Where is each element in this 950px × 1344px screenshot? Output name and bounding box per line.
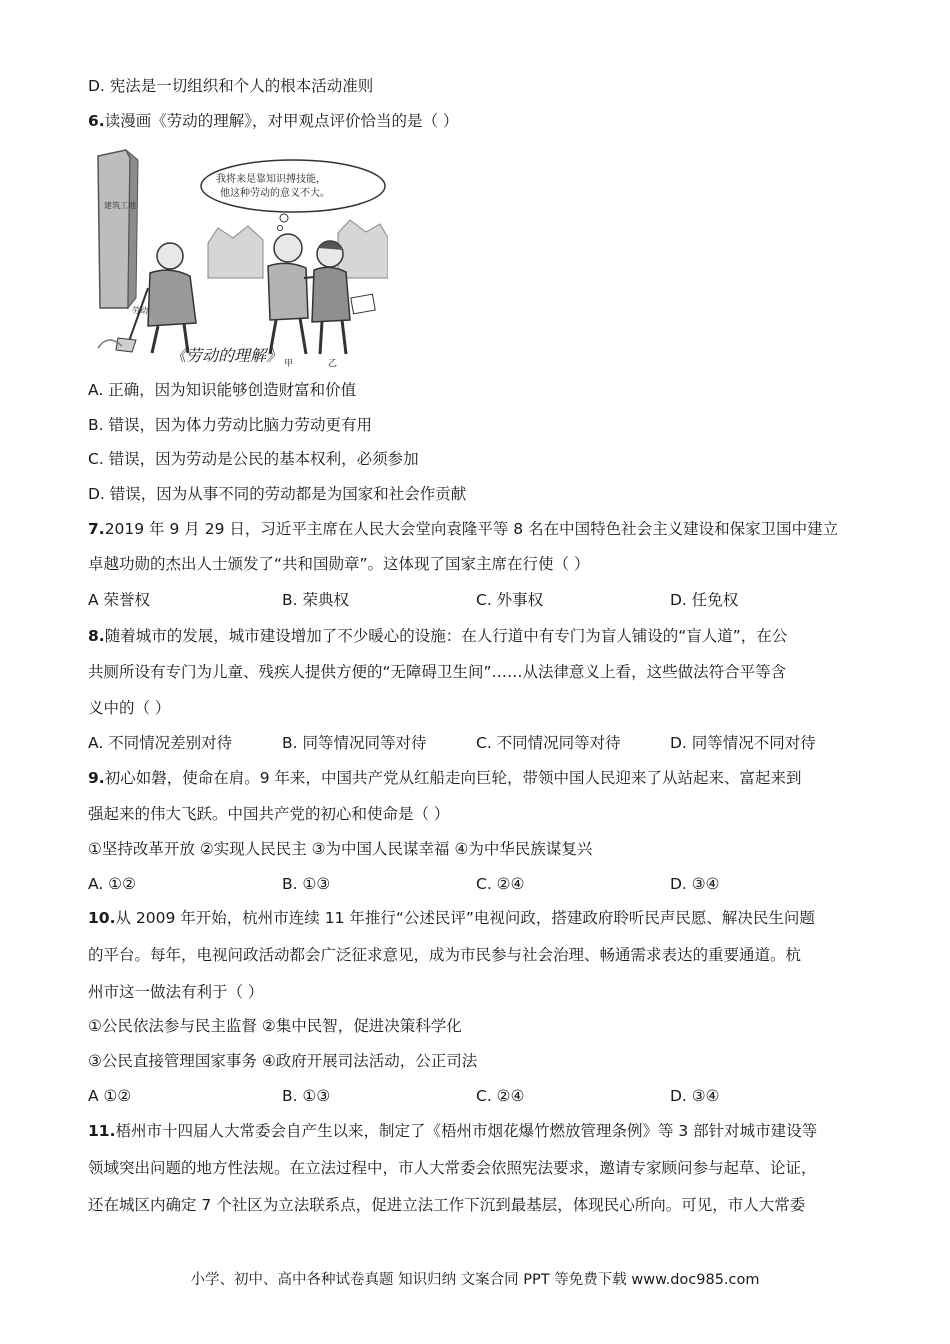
q8-line-2: 共厕所设有专门为儿童、残疾人提供方便的“无障碍卫生间”……从法律意义上看，这些做法符合平等含 — [88, 663, 787, 681]
q8-line-3: 义中的（ ） — [88, 699, 171, 717]
q7-option-b: B. 荣典权 — [282, 591, 349, 609]
label-yi: 乙 — [328, 359, 338, 369]
q6-option-d: D. 错误，因为从事不同的劳动都是为国家和社会作贡献 — [88, 485, 467, 503]
q10-option-d: D. ③④ — [670, 1087, 720, 1105]
q11-line-1 — [88, 1121, 817, 1141]
tool-label: 劳动 — [132, 306, 148, 315]
q9-line-1-text: 初心如磐，使命在肩。9 年来，中国共产党从红船走向巨轮，带领中国人民迎来了从站起来、富起来到 — [104, 769, 802, 787]
q5-option-d: D. 宪法是一切组织和个人的根本活动准则 — [88, 77, 374, 95]
q6-option-a: A. 正确，因为知识能够创造财富和价值 — [88, 381, 357, 399]
q11-line-3: 还在城区内确定 7 个社区为立法联系点，促进立法工作下沉到最基层，体现民心所向。可见，市人大常委 — [88, 1196, 806, 1214]
q8-option-a: A. 不同情况差别对待 — [88, 734, 233, 752]
q7-line-1 — [88, 519, 838, 539]
q7-line-1-text: 2019 年 9 月 29 日，习近平主席在人民大会堂向袁隆平等 8 名在中国特色社会主义建设和保家卫国中建立 — [104, 520, 839, 538]
q10-line-2: 的平台。每年，电视问政活动都会广泛征求意见，成为市民参与社会治理、畅通需求表达的重要通道。杭 — [88, 946, 802, 964]
q10-items-1: ①公民依法参与民主监督 ②集中民智，促进决策科学化 — [88, 1017, 462, 1035]
q9-line-1 — [88, 768, 801, 788]
q8-option-d: D. 同等情况不同对待 — [670, 734, 816, 752]
q6-option-b: B. 错误，因为体力劳动比脑力劳动更有用 — [88, 416, 372, 434]
q9-option-c: C. ②④ — [476, 875, 525, 893]
q10-items-2: ③公民直接管理国家事务 ④政府开展司法活动，公正司法 — [88, 1052, 478, 1070]
q10-option-c: C. ②④ — [476, 1087, 525, 1105]
speech-line-2: 他这种劳动的意义不大。 — [220, 188, 330, 199]
q9-option-d: D. ③④ — [670, 875, 720, 893]
q8-line-1 — [88, 626, 787, 646]
q11-number: 11. — [88, 1122, 116, 1140]
label-jia: 甲 — [284, 359, 294, 369]
labor-cartoon-image — [88, 148, 388, 370]
q10-number: 10. — [88, 909, 116, 927]
q11-line-1-text: 梧州市十四届人大常委会自产生以来，制定了《梧州市烟花爆竹燃放管理条例》等 3 部针对城市建设等 — [115, 1122, 818, 1140]
q9-line-2: 强起来的伟大飞跃。中国共产党的初心和使命是（ ） — [88, 805, 450, 823]
q6-stem-text: 读漫画《劳动的理解》，对甲观点评价恰当的是（ ） — [104, 112, 459, 130]
q7-option-c: C. 外事权 — [476, 591, 544, 609]
q7-option-a: A 荣誉权 — [88, 591, 151, 609]
q8-option-c: C. 不同情况同等对待 — [476, 734, 621, 752]
q11-line-2: 领域突出问题的地方性法规。在立法过程中，市人大常委会依照宪法要求，邀请专家顾问参与起草、论证， — [88, 1159, 817, 1177]
q8-option-b: B. 同等情况同等对待 — [282, 734, 427, 752]
q6-number: 6. — [88, 112, 105, 130]
q6-stem — [88, 111, 458, 131]
q9-option-a: A. ①② — [88, 875, 136, 893]
page-footer: 小学、初中、高中各种试卷真题 知识归纳 文案合同 PPT 等免费下载 www.doc985.com — [190, 1272, 760, 1288]
q10-line-1-text: 从 2009 年开始，杭州市连续 11 年推行“公述民评”电视问政，搭建政府聆听民声民愿、解决民生问题 — [115, 909, 815, 927]
signpost — [98, 150, 138, 308]
q10-option-a: A ①② — [88, 1087, 132, 1105]
q9-option-b: B. ①③ — [282, 875, 331, 893]
speech-line-1: 我将来是靠知识搏技能， — [216, 174, 326, 185]
q10-line-1 — [88, 908, 815, 928]
q10-option-b: B. ①③ — [282, 1087, 331, 1105]
q10-options — [88, 1086, 868, 1106]
cartoon-caption: 《劳动的理解》 — [170, 346, 283, 365]
q9-items: ①坚持改革开放 ②实现人民民主 ③为中国人民谋幸福 ④为中华民族谋复兴 — [88, 840, 593, 858]
q9-options — [88, 874, 868, 894]
q7-number: 7. — [88, 520, 105, 538]
sign-text: 建筑工地 — [104, 201, 136, 210]
q7-line-2: 卓越功勋的杰出人士颁发了“共和国勋章”。这体现了国家主席在行使（ ） — [88, 555, 590, 573]
q8-options — [88, 733, 868, 753]
q6-option-c: C. 错误，因为劳动是公民的基本权利，必须参加 — [88, 450, 419, 468]
q7-options — [88, 590, 868, 610]
q9-number: 9. — [88, 769, 105, 787]
q8-number: 8. — [88, 627, 105, 645]
q8-line-1-text: 随着城市的发展，城市建设增加了不少暖心的设施：在人行道中有专门为盲人铺设的“盲人道”，在公 — [104, 627, 788, 645]
q7-option-d: D. 任免权 — [670, 591, 739, 609]
q10-line-3: 州市这一做法有利于（ ） — [88, 983, 264, 1001]
